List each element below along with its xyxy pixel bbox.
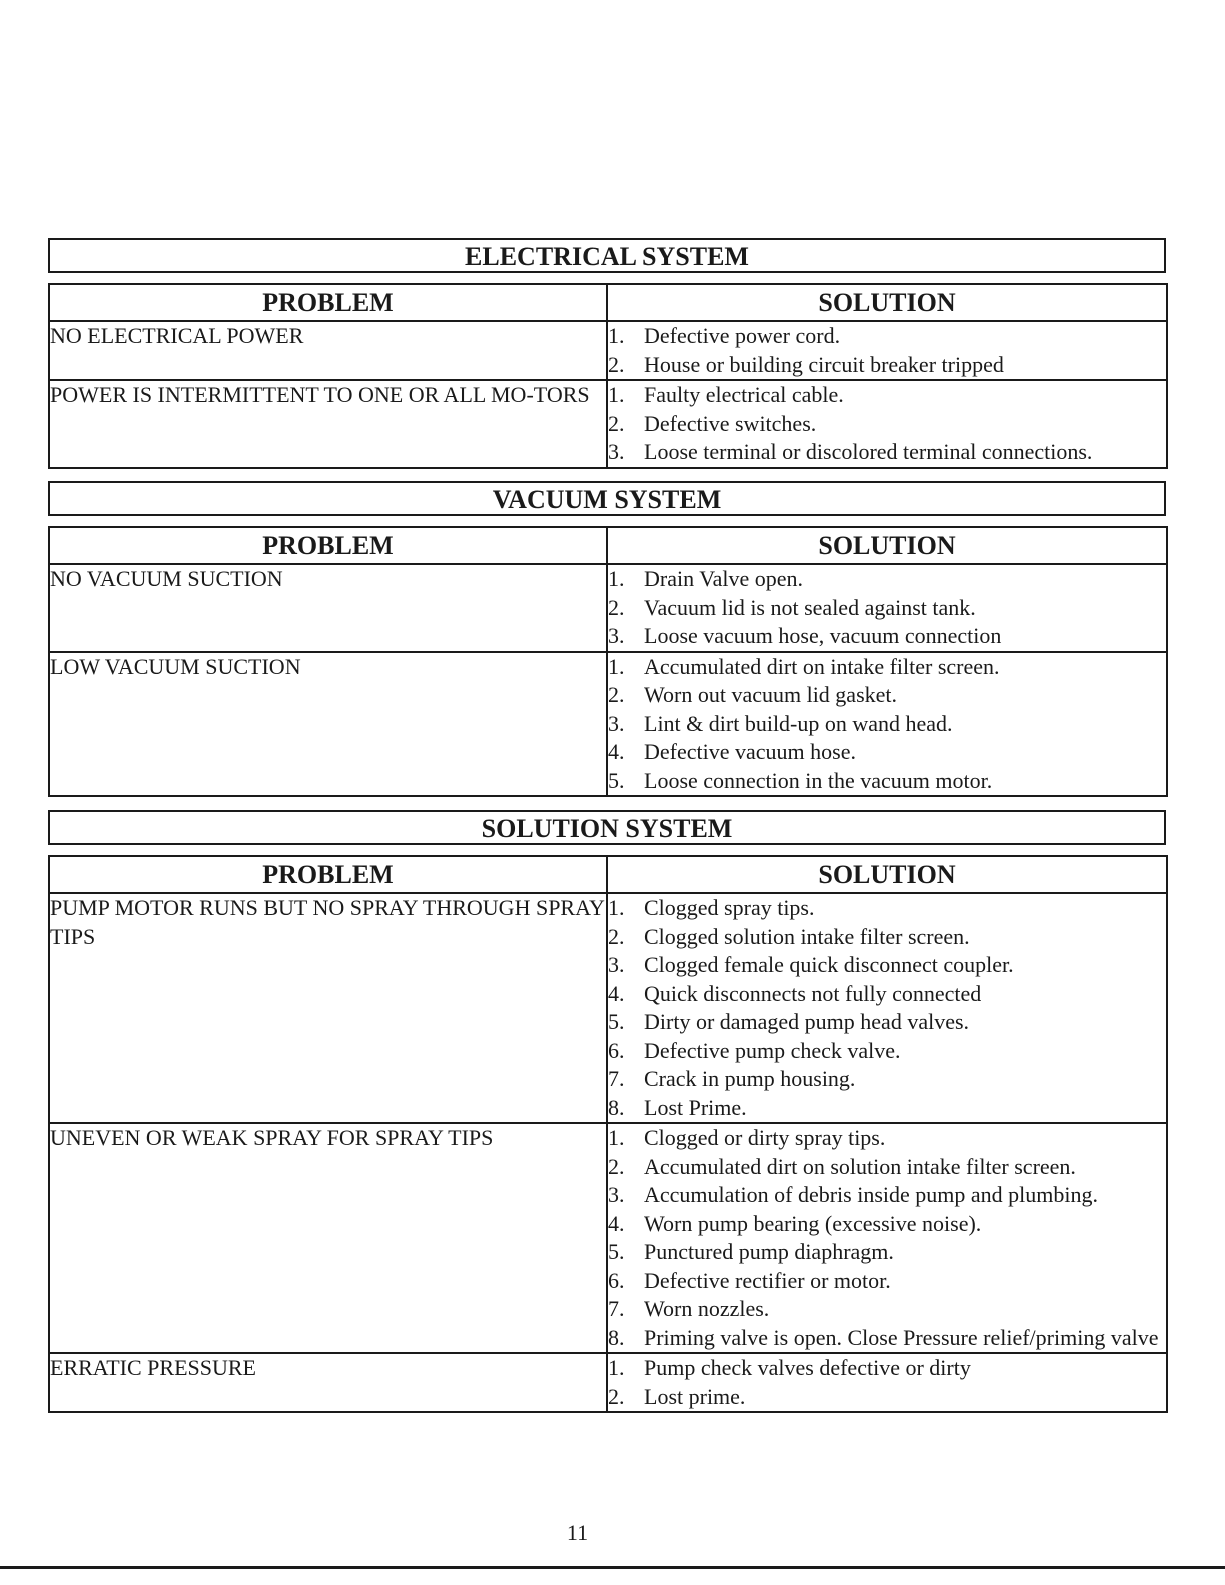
item-text: Crack in pump housing. — [644, 1066, 856, 1091]
solution-item — [608, 738, 1166, 767]
item-number: 5. — [608, 1239, 625, 1264]
table-row — [49, 564, 1167, 652]
solution-item — [608, 410, 1166, 439]
solution-item — [608, 1324, 1166, 1353]
problem-cell: ERRATIC PRESSURE — [49, 1353, 607, 1412]
item-number: 1. — [608, 653, 625, 679]
item-number: 6. — [608, 1037, 625, 1063]
item-text: Accumulation of debris inside pump and plumbing. — [644, 1182, 1098, 1207]
item-text: House or building circuit breaker tripped — [644, 351, 1004, 377]
solution-list — [608, 653, 1166, 796]
item-text: Defective power cord. — [644, 323, 841, 348]
solution-list — [608, 565, 1166, 651]
item-number: 1. — [608, 895, 625, 920]
troubleshooting-table-vacuum — [48, 526, 1168, 797]
solution-list — [608, 1354, 1166, 1411]
item-number: 4. — [608, 980, 625, 1006]
item-text: Accumulated dirt on solution intake filter screen. — [644, 1153, 1076, 1179]
item-text: Lint & dirt build-up on wand head. — [644, 710, 953, 736]
item-number: 2. — [608, 682, 625, 707]
solution-cell — [607, 380, 1167, 468]
item-number: 7. — [608, 1066, 625, 1091]
section-title-solution: SOLUTION SYSTEM — [48, 810, 1166, 845]
table-row — [49, 1123, 1167, 1353]
item-text: Lost Prime. — [644, 1094, 747, 1120]
solution-item — [608, 653, 1166, 682]
solution-item — [608, 1065, 1166, 1094]
problem-header: PROBLEM — [49, 284, 607, 321]
solution-item — [608, 1181, 1166, 1210]
solution-list — [608, 1124, 1166, 1352]
solution-item — [608, 980, 1166, 1009]
solution-header: SOLUTION — [607, 284, 1167, 321]
problem-cell: NO VACUUM SUCTION — [49, 564, 607, 652]
solution-list — [608, 894, 1166, 1122]
solution-item — [608, 1354, 1166, 1383]
item-text: Clogged or dirty spray tips. — [644, 1125, 886, 1150]
solution-cell — [607, 564, 1167, 652]
bottom-divider — [0, 1566, 1225, 1569]
table-row — [49, 893, 1167, 1123]
solution-item — [608, 622, 1166, 651]
solution-item — [608, 1383, 1166, 1412]
solution-item — [608, 1094, 1166, 1123]
item-number: 7. — [608, 1296, 625, 1321]
item-text: Worn out vacuum lid gasket. — [644, 682, 898, 707]
table-row — [49, 652, 1167, 797]
item-text: Quick disconnects not fully connected — [644, 980, 982, 1006]
table-header-row — [49, 284, 1167, 321]
solution-header: SOLUTION — [607, 527, 1167, 564]
solution-item — [608, 767, 1166, 796]
table-header-row — [49, 527, 1167, 564]
item-number: 2. — [608, 410, 625, 436]
solution-item — [608, 322, 1166, 351]
item-text: Defective pump check valve. — [644, 1037, 901, 1063]
section-title-electrical: ELECTRICAL SYSTEM — [48, 238, 1166, 273]
section-title-vacuum: VACUUM SYSTEM — [48, 481, 1166, 516]
item-text: Faulty electrical cable. — [644, 382, 844, 407]
item-number: 5. — [608, 767, 625, 793]
item-text: Punctured pump diaphragm. — [644, 1239, 894, 1264]
problem-cell: LOW VACUUM SUCTION — [49, 652, 607, 797]
item-text: Clogged spray tips. — [644, 895, 815, 920]
item-text: Accumulated dirt on intake filter screen. — [644, 653, 1000, 679]
item-text: Clogged solution intake filter screen. — [644, 923, 970, 949]
problem-header: PROBLEM — [49, 856, 607, 893]
solution-cell — [607, 893, 1167, 1123]
item-text: Vacuum lid is not sealed against tank. — [644, 594, 976, 620]
solution-cell — [607, 1353, 1167, 1412]
item-text: Drain Valve open. — [644, 566, 804, 591]
solution-item — [608, 1153, 1166, 1182]
item-number: 2. — [608, 351, 625, 377]
item-text: Priming valve is open. Close Pressure relief/priming valve — [644, 1324, 1159, 1350]
item-text: Worn pump bearing (excessive noise). — [644, 1210, 982, 1236]
item-number: 3. — [608, 439, 625, 464]
solution-item — [608, 351, 1166, 380]
item-text: Worn nozzles. — [644, 1296, 770, 1321]
item-number: 2. — [608, 923, 625, 949]
problem-cell: POWER IS INTERMITTENT TO ONE OR ALL MO-TORS — [49, 380, 607, 468]
solution-cell — [607, 652, 1167, 797]
item-text: Lost prime. — [644, 1383, 746, 1409]
solution-item — [608, 565, 1166, 594]
item-number: 1. — [608, 382, 625, 407]
troubleshooting-table-solution — [48, 855, 1168, 1413]
table-row — [49, 1353, 1167, 1412]
solution-item — [608, 1210, 1166, 1239]
item-text: Pump check valves defective or dirty — [644, 1355, 971, 1380]
item-number: 3. — [608, 623, 625, 648]
solution-item — [608, 894, 1166, 923]
item-text: Clogged female quick disconnect coupler. — [644, 952, 1014, 977]
item-number: 3. — [608, 952, 625, 977]
troubleshooting-table-electrical — [48, 283, 1168, 469]
item-number: 3. — [608, 710, 625, 736]
item-number: 1. — [608, 323, 625, 348]
item-number: 8. — [608, 1094, 625, 1120]
page-number: 11 — [566, 1520, 589, 1545]
problem-cell: NO ELECTRICAL POWER — [49, 321, 607, 380]
item-text: Loose vacuum hose, vacuum connection — [644, 623, 1002, 648]
solution-header: SOLUTION — [607, 856, 1167, 893]
item-number: 2. — [608, 1153, 625, 1179]
problem-header: PROBLEM — [49, 527, 607, 564]
solution-item — [608, 710, 1166, 739]
solution-item — [608, 594, 1166, 623]
item-number: 2. — [608, 1383, 625, 1409]
table-row — [49, 380, 1167, 468]
solution-list — [608, 381, 1166, 467]
solution-item — [608, 438, 1166, 467]
item-number: 4. — [608, 739, 625, 764]
item-text: Defective switches. — [644, 410, 817, 436]
solution-item — [608, 1238, 1166, 1267]
item-number: 3. — [608, 1182, 625, 1207]
solution-item — [608, 923, 1166, 952]
item-text: Dirty or damaged pump head valves. — [644, 1009, 970, 1034]
item-number: 1. — [608, 1355, 625, 1380]
solution-list — [608, 322, 1166, 379]
problem-cell: UNEVEN OR WEAK SPRAY FOR SPRAY TIPS — [49, 1123, 607, 1353]
table-header-row — [49, 856, 1167, 893]
item-number: 4. — [608, 1210, 625, 1236]
solution-item — [608, 1037, 1166, 1066]
solution-item — [608, 1295, 1166, 1324]
solution-item — [608, 951, 1166, 980]
table-row — [49, 321, 1167, 380]
item-number: 2. — [608, 594, 625, 620]
solution-item — [608, 1124, 1166, 1153]
problem-cell: PUMP MOTOR RUNS BUT NO SPRAY THROUGH SPRAY TIPS — [49, 893, 607, 1123]
solution-cell — [607, 1123, 1167, 1353]
item-number: 8. — [608, 1324, 625, 1350]
solution-item — [608, 1008, 1166, 1037]
item-number: 1. — [608, 566, 625, 591]
solution-item — [608, 1267, 1166, 1296]
solution-item — [608, 381, 1166, 410]
item-text: Loose connection in the vacuum motor. — [644, 767, 993, 793]
item-number: 5. — [608, 1009, 625, 1034]
item-number: 6. — [608, 1267, 625, 1293]
solution-cell — [607, 321, 1167, 380]
solution-item — [608, 681, 1166, 710]
item-text: Defective vacuum hose. — [644, 739, 856, 764]
item-number: 1. — [608, 1125, 625, 1150]
item-text: Loose terminal or discolored terminal connections. — [644, 439, 1093, 464]
item-text: Defective rectifier or motor. — [644, 1267, 891, 1293]
